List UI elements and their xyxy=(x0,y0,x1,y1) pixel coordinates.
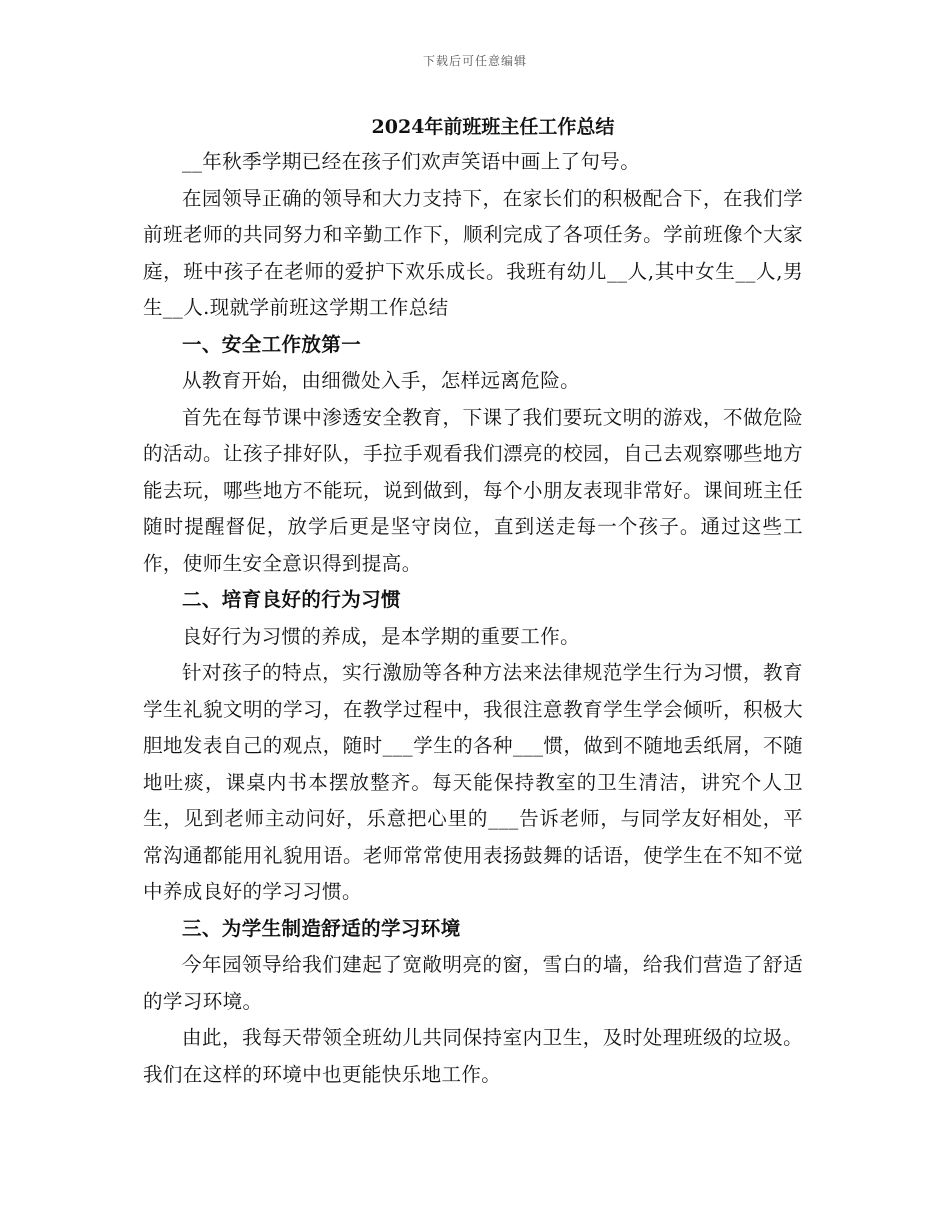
intro-paragraph: 在园领导正确的领导和大力支持下，在家长们的积极配合下，在我们学前班老师的共同努力和辛勤工作下，顺利完成了各项任务。学前班像个大家庭，班中孩子在老师的爱护下欢乐成长。我班有幼儿__人,其中女生__人,男生__人.现就学前班这学期工作总结 xyxy=(143,186,803,319)
section-paragraph: 良好行为习惯的养成，是本学期的重要工作。 xyxy=(182,624,581,648)
document-title: 2024年前班班主任工作总结 xyxy=(371,116,615,138)
intro-paragraph: __年秋季学期已经在孩子们欢声笑语中画上了句号。 xyxy=(182,150,641,173)
section-paragraph: 今年园领导给我们建起了宽敞明亮的窗，雪白的墙，给我们营造了舒适的学习环境。 xyxy=(143,953,803,1013)
section-paragraph: 首先在每节课中渗透安全教育，下课了我们要玩文明的游戏，不做危险的活动。让孩子排好队，手拉手观看我们漂亮的校园，自己去观察哪些地方能去玩，哪些地方不能玩，说到做到，每个小朋友表现非常好。课间班主任随时提醒督促，放学后更是坚守岗位，直到送走每一个孩子。通过这些工作，使师生安全意识得到提高。 xyxy=(143,405,803,575)
section-heading: 一、安全工作放第一 xyxy=(182,332,362,356)
section-paragraph: 由此，我每天带领全班幼儿共同保持室内卫生，及时处理班级的垃圾。我们在这样的环境中也更能快乐地工作。 xyxy=(143,1026,803,1086)
document-body xyxy=(143,110,803,1093)
section-paragraph: 针对孩子的特点，实行激励等各种方法来法律规范学生行为习惯，教育学生礼貌文明的学习，在教学过程中，我很注意教育学生学会倾听，积极大胆地发表自己的观点，随时___学生的各种___惯，做到不随地丢纸屑，不随地吐痰，课桌内书本摆放整齐。每天能保持教室的卫生清洁，讲究个人卫生，见到老师主动问好，乐意把心里的___告诉老师，与同学友好相处，平常沟通都能用礼貌用语。老师常常使用表扬鼓舞的话语，使学生在不知不觉中养成良好的学习习惯。 xyxy=(143,661,803,903)
section-paragraph: 从教育开始，由细微处入手，怎样远离危险。 xyxy=(182,369,581,392)
section-heading: 二、培育良好的行为习惯 xyxy=(182,588,401,611)
header-note: 下载后可任意编辑 xyxy=(422,54,527,68)
section-heading: 三、为学生制造舒适的学习环境 xyxy=(182,916,461,940)
